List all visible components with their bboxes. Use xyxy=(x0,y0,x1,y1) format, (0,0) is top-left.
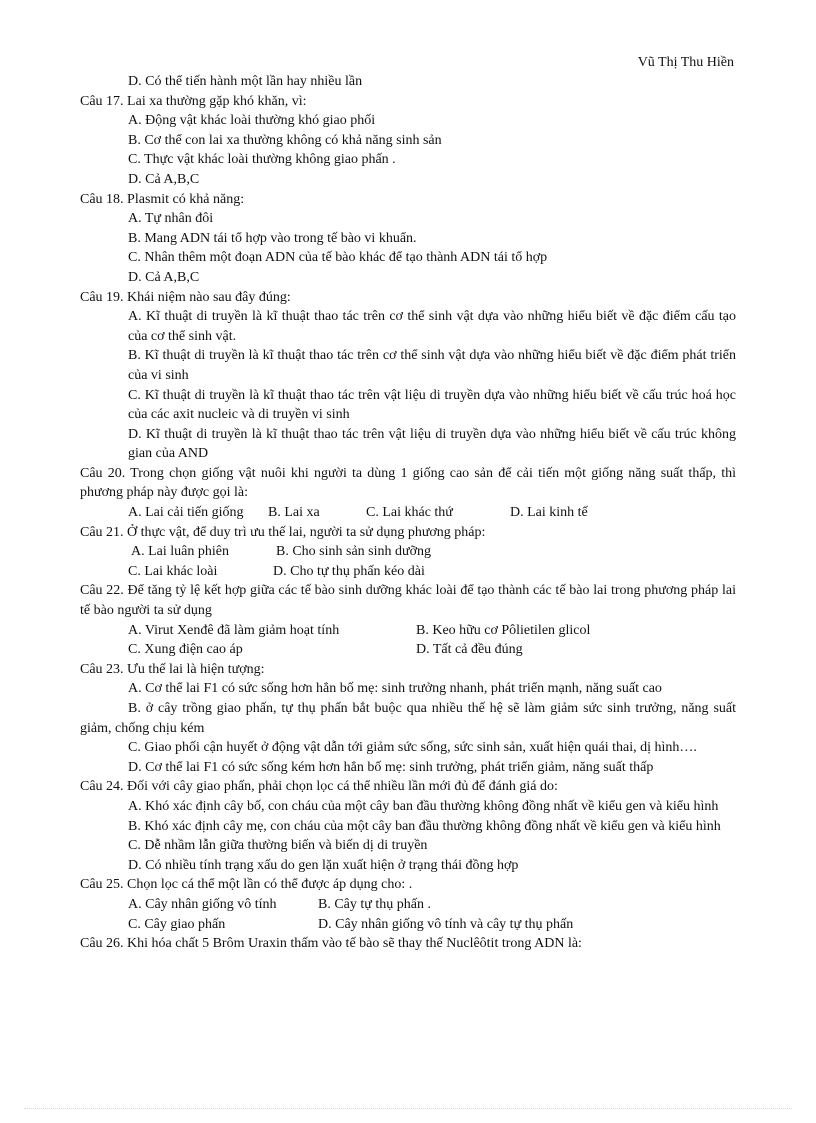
q20-option-c: C. Lai khác thứ xyxy=(366,505,453,521)
q21-option-b: B. Cho sinh sản sinh dưỡng xyxy=(276,544,432,560)
q17-option-a: A. Động vật khác loài thường khó giao phối xyxy=(128,113,376,129)
q25-options-row-2 xyxy=(80,915,736,935)
q20-option-a: A. Lai cải tiến giống xyxy=(128,505,244,521)
question-20: Câu 20. Trong chọn giống vật nuôi khi người ta dùng 1 giống cao sản để cải tiến một giống năng suất thấp, thì phương pháp này được gọi là: xyxy=(80,465,736,501)
q22-option-a: A. Virut Xenđê đã làm giảm hoạt tính xyxy=(128,622,340,638)
question-26: Câu 26. Khi hóa chất 5 Brôm Uraxin thấm vào tế bào sẽ thay thế Nuclêôtit trong ADN là: xyxy=(80,936,582,952)
q21-option-a: A. Lai luân phiên xyxy=(131,544,229,560)
q25-option-a: A. Cây nhân giống vô tính xyxy=(128,896,277,912)
q17-option-b: B. Cơ thể con lai xa thường không có khả năng sinh sản xyxy=(128,132,442,148)
q19-option-a: A. Kĩ thuật di truyền là kĩ thuật thao tác trên cơ thể sinh vật dựa vào những hiểu biết về đặc điểm cấu tạo của cơ thể sinh vật. xyxy=(128,309,736,344)
q21-option-c: C. Lai khác loài xyxy=(128,563,218,579)
question-23: Câu 23. Ưu thế lai là hiện tượng: xyxy=(80,661,265,677)
q22-option-d: D. Tất cả đều đúng xyxy=(416,642,523,658)
q21-option-d: D. Cho tự thụ phấn kéo dài xyxy=(273,563,425,579)
q17-option-c: C. Thực vật khác loài thường không giao phấn . xyxy=(128,152,396,168)
q19-option-d: D. Kĩ thuật di truyền là kĩ thuật thao tác trên vật liệu di truyền dựa vào những hiểu biết về cấu trúc không gian của AND xyxy=(128,426,736,462)
q24-option-c: C. Dễ nhầm lẫn giữa thường biến và biến dị di truyền xyxy=(128,838,428,854)
question-21: Câu 21. Ở thực vật, để duy trì ưu thế lai, người ta sử dụng phương pháp: xyxy=(80,524,486,540)
question-22: Câu 22. Để tăng tỷ lệ kết hợp giữa các tế bào sinh dưỡng khác loài để tạo thành các tế bào lai trong phương pháp lai tế bào người ta sử dụng xyxy=(80,583,736,619)
question-24: Câu 24. Đối với cây giao phấn, phải chọn lọc cá thể nhiều lần mới đủ để đánh giá do: xyxy=(80,779,558,795)
question-18: Câu 18. Plasmit có khả năng: xyxy=(80,191,245,207)
q24-option-d: D. Có nhiều tính trạng xấu do gen lặn xuất hiện ở trạng thái đồng hợp xyxy=(128,857,519,873)
q22-option-b: B. Keo hữu cơ Pôlietilen glicol xyxy=(416,622,591,638)
q21-options-row-2 xyxy=(80,562,736,582)
q22-option-c: C. Xung điện cao áp xyxy=(128,642,243,658)
q20-option-d: D. Lai kinh tế xyxy=(510,505,588,521)
document-content xyxy=(80,72,736,954)
q24-option-b: B. Khó xác định cây mẹ, con cháu của một cây ban đầu thường không đồng nhất về kiểu gen và kiểu hình xyxy=(128,818,721,834)
q18-option-c: C. Nhân thêm một đoạn ADN của tế bào khác để tạo thành ADN tái tổ hợp xyxy=(128,250,548,266)
question-25: Câu 25. Chọn lọc cá thể một lần có thể được áp dụng cho: . xyxy=(80,877,413,893)
q18-option-a: A. Tự nhân đôi xyxy=(128,211,214,227)
q18-option-b: B. Mang ADN tái tổ hợp vào trong tế bào vi khuẩn. xyxy=(128,230,417,246)
q25-option-d: D. Cây nhân giống vô tính và cây tự thụ phấn xyxy=(318,916,574,932)
q25-options-row-1 xyxy=(80,895,736,915)
q16-option-d: D. Có thể tiến hành một lần hay nhiều lần xyxy=(128,74,363,89)
q18-option-d: D. Cả A,B,C xyxy=(128,269,200,285)
q19-option-b: B. Kĩ thuật di truyền là kĩ thuật thao tác trên cơ thể sinh vật dựa vào những hiểu biết về đặc điểm phát triển của vi sinh xyxy=(128,348,736,383)
q25-option-c: C. Cây giao phấn xyxy=(128,916,226,932)
q23-option-c: C. Giao phối cận huyết ở động vật dẫn tới giảm sức sống, sức sinh sản, xuất hiện quái thai, dị hình…. xyxy=(128,740,697,756)
author-header: Vũ Thị Thu Hiền xyxy=(637,55,734,70)
q20-option-b: B. Lai xa xyxy=(268,505,320,521)
q22-options-row-1 xyxy=(80,621,736,641)
question-17: Câu 17. Lai xa thường gặp khó khăn, vì: xyxy=(80,93,307,109)
q25-option-b: B. Cây tự thụ phấn . xyxy=(318,896,431,912)
q22-options-row-2 xyxy=(80,640,736,660)
question-19: Câu 19. Khái niệm nào sau đây đúng: xyxy=(80,289,291,305)
q19-option-c: C. Kĩ thuật di truyền là kĩ thuật thao tác trên vật liệu di truyền dựa vào những hiểu biết về cấu trúc hoá học của các axit nucleic và di truyền vi sinh xyxy=(128,387,736,423)
page-bottom-divider xyxy=(24,1108,792,1109)
q20-options xyxy=(80,503,736,523)
q23-option-d: D. Cơ thể lai F1 có sức sống kém hơn hẳn bố mẹ: sinh trưởng, phát triển giảm, năng suất thấp xyxy=(128,759,654,775)
q21-options-row-1 xyxy=(80,542,736,562)
q23-option-b: B. ở cây trồng giao phấn, tự thụ phấn bắt buộc qua nhiều thế hệ sẽ làm giảm sức sinh trưởng, năng suất giảm, chống chịu kém xyxy=(80,701,736,736)
q24-option-a: A. Khó xác định cây bố, con cháu của một cây ban đầu thường không đồng nhất về kiểu gen và kiểu hình xyxy=(128,798,719,814)
q17-option-d: D. Cả A,B,C xyxy=(128,171,200,187)
q23-option-a: A. Cơ thể lai F1 có sức sống hơn hẳn bố mẹ: sinh trưởng nhanh, phát triển mạnh, năng suất cao xyxy=(128,681,662,697)
